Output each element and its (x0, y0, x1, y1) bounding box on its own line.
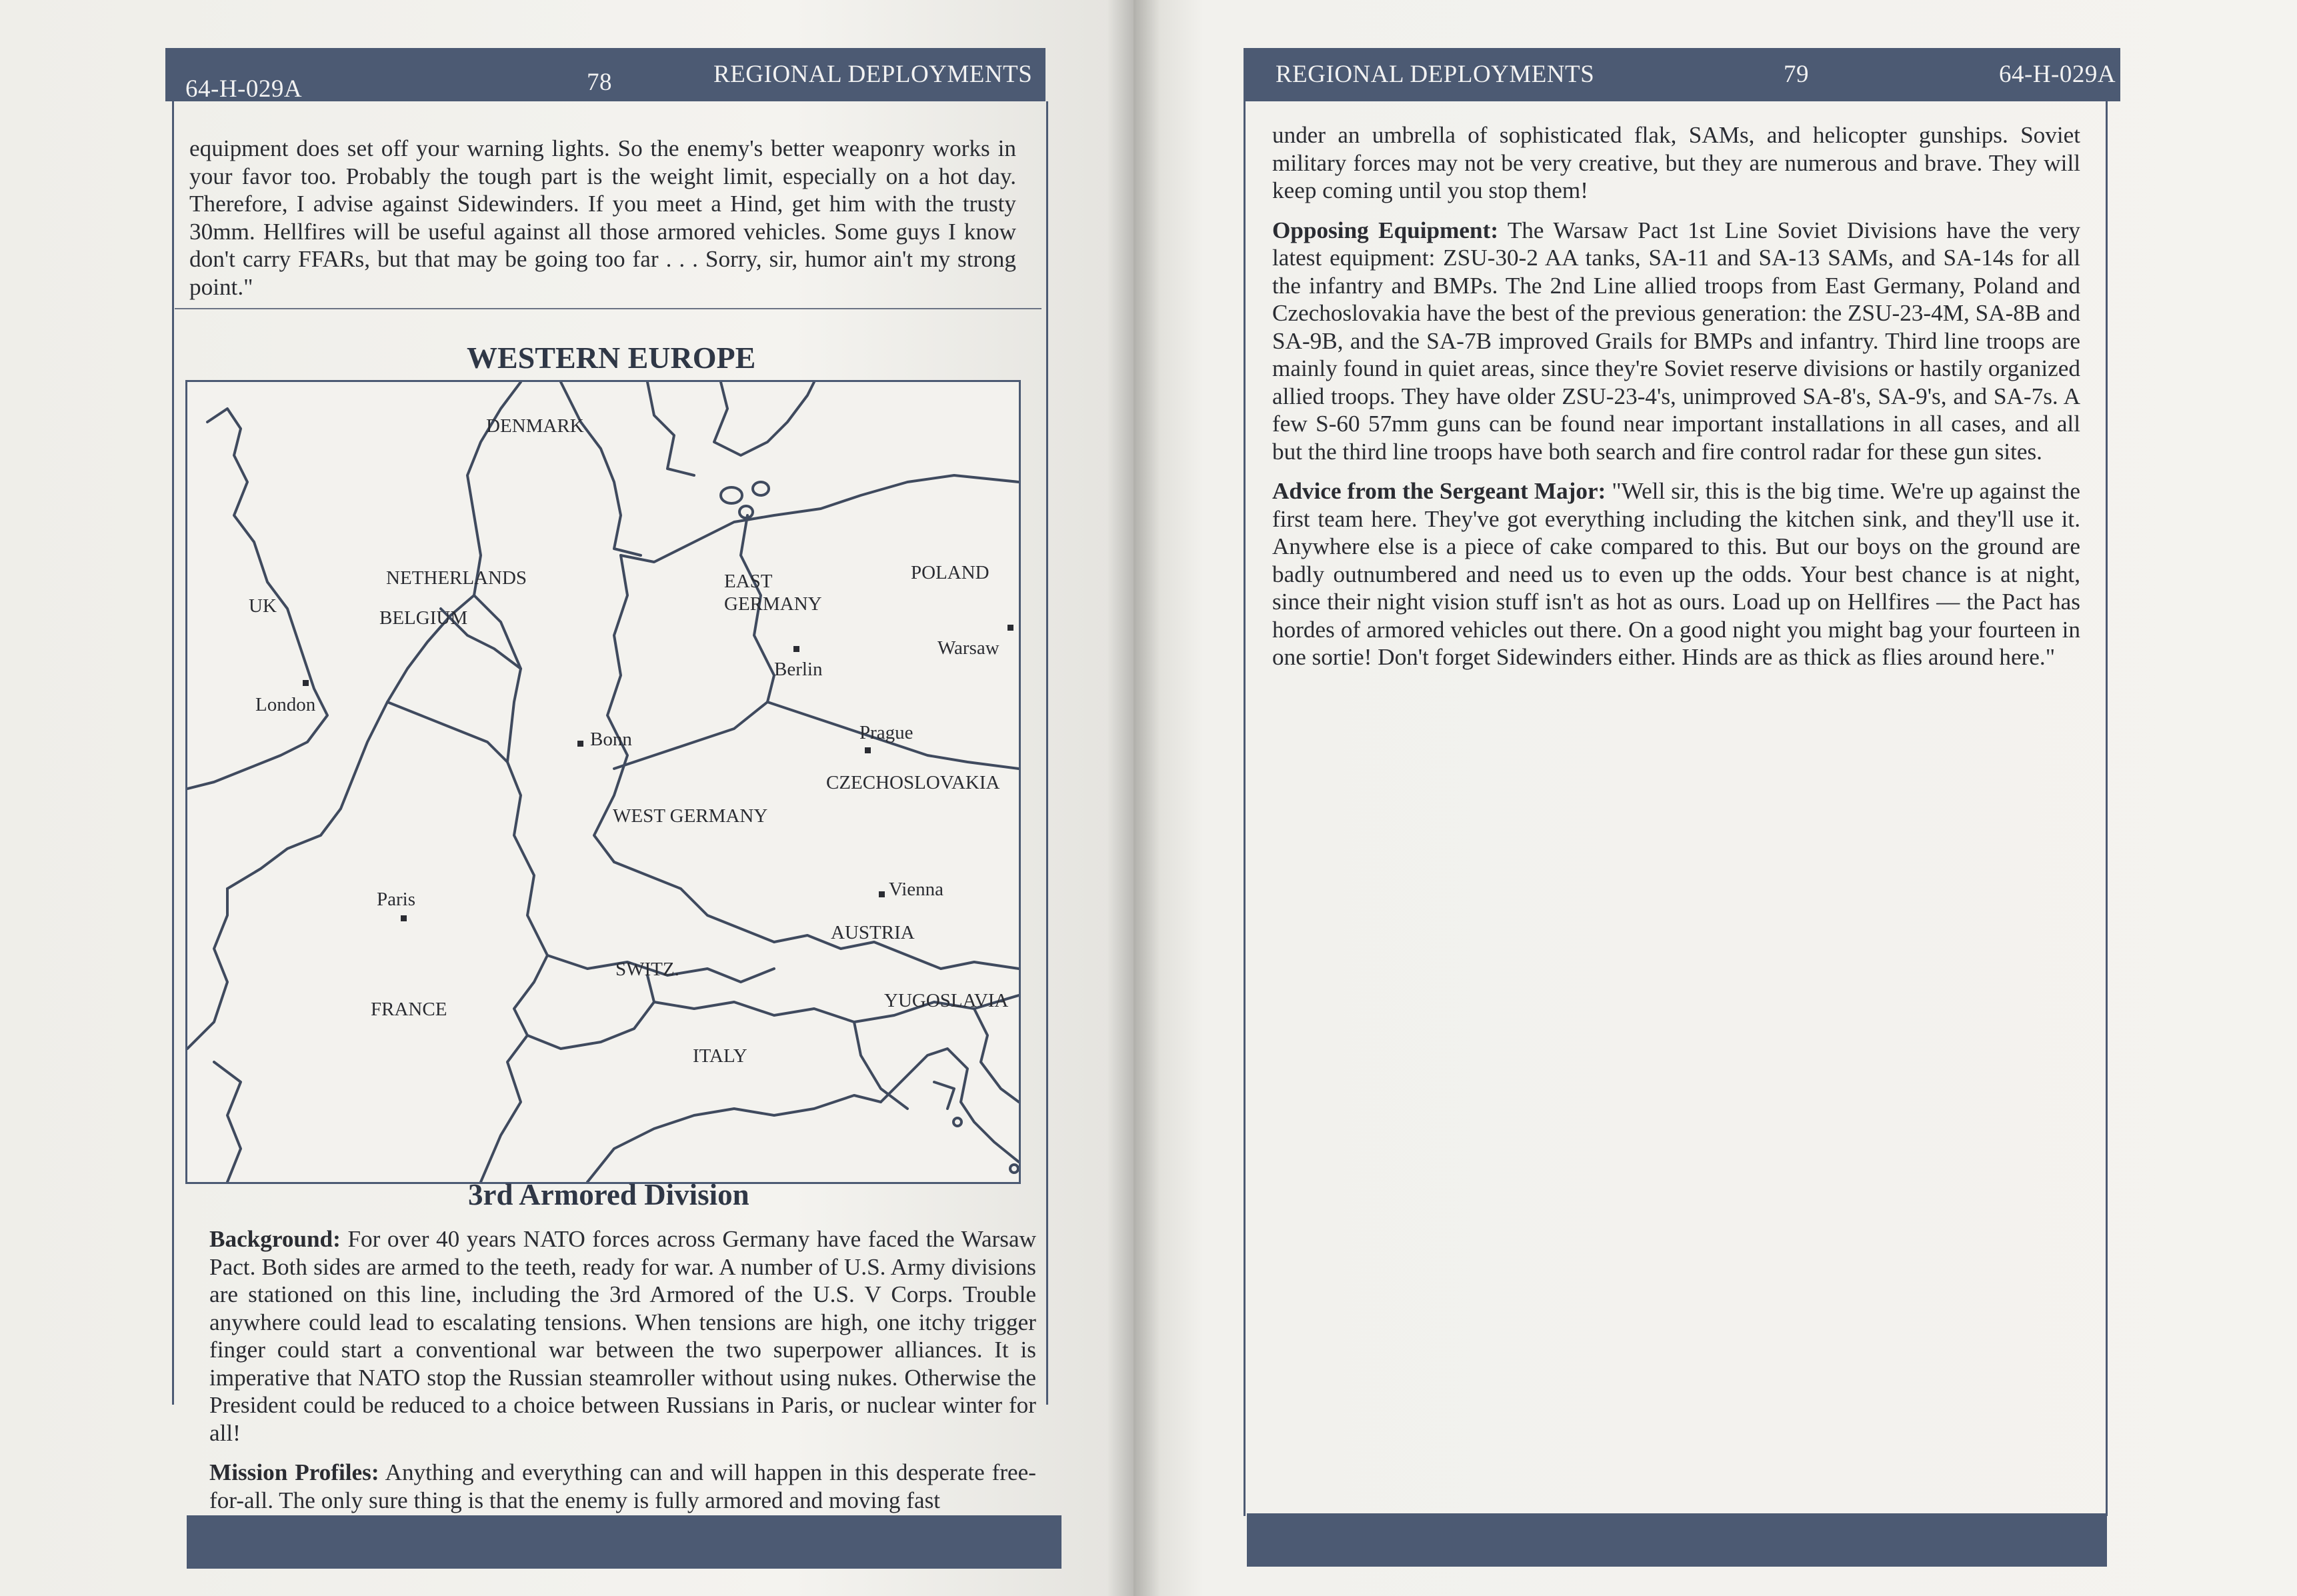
label-prague: Prague (859, 722, 913, 743)
right-page (1133, 0, 2297, 1596)
right-body-text (1272, 121, 2080, 683)
italy-coast (587, 1095, 881, 1182)
advice-text: "Well sir, this is the big time. We're up against the first team here. They've got everything including the kitchen sink, and they'll use it. Anywhere else is a piece of cake compared to this. But our boys on the ground are badly outnumbered and need us to even up the odds. Your best chance is at night, since their night vision stuff isn't as hot as ours. Load up on Hellfires — the Pact has hordes of armored vehicles out there. On a good night you might bag your fourteen in one sortie! Don't forget Sidewinders either. Hinds are as thick as flies around here." (1272, 478, 2081, 670)
background-text: For over 40 years NATO forces across Germany have faced the Warsaw Pact. Both sides are armed to the teeth, ready for war. A number of U.S. Army divisions are stationed on this line, including the 3rd Armored of the U.S. V Corps. Trouble anywhere could lead to escalating tensions. When tensions are high, one itchy trigger finger could start a conventional war between the two superpower alliances. It is imperative that NATO stop the Russian steamroller without using nukes. Otherwise the President could be reduced to a choice between Russians in Paris, or nuclear winter for all! (209, 1226, 1036, 1446)
label-italy: ITALY (693, 1045, 747, 1067)
left-section-title: REGIONAL DEPLOYMENTS (713, 61, 1033, 88)
island-2 (753, 482, 769, 495)
left-doc-code: 64-H-029A (185, 75, 303, 103)
city-marker-prague (865, 747, 871, 753)
continental-coast (227, 382, 521, 889)
france-italy-border (481, 1035, 527, 1182)
adriatic-island (953, 1118, 961, 1126)
italy-yugoslavia-border (854, 1022, 907, 1109)
label-west-germany: WEST GERMANY (613, 805, 768, 827)
left-page (0, 0, 1133, 1596)
city-marker-bonn (577, 741, 583, 747)
equipment-paragraph (1272, 217, 2080, 466)
city-marker-vienna (879, 891, 885, 897)
island-1 (721, 487, 742, 503)
french-south-coast (214, 1062, 241, 1182)
label-bonn: Bonn (590, 729, 632, 750)
label-switz: SWITZ. (615, 959, 679, 980)
background-paragraph (209, 1225, 1036, 1447)
label-berlin: Berlin (774, 659, 823, 680)
western-europe-map (185, 380, 1021, 1184)
label-east-germany: EAST GERMANY (724, 571, 822, 615)
istria (934, 1082, 954, 1109)
label-netherlands: NETHERLANDS (386, 567, 527, 589)
left-intro-text: equipment does set off your warning lights. So the enemy's better weaponry works in your favor too. Probably the tough part is the weight limit, especially on a hot day. Therefore, I advise against Sidewinders. If you meet a Hind, get him with the trusty 30mm. Hellfires will be useful against all those armored vehicles. Some guys I know don't carry FFARs, but that may be going too far . . . Sorry, sir, humor ain't my strong point." (189, 135, 1016, 300)
city-marker-warsaw (1007, 625, 1013, 631)
right-doc-code: 64-H-029A (1999, 61, 2116, 88)
mission-label: Mission Profiles: (209, 1459, 379, 1485)
label-yugoslavia: YUGOSLAVIA (884, 990, 1009, 1011)
left-page-header (165, 48, 1045, 101)
right-section-title: REGIONAL DEPLOYMENTS (1276, 61, 1595, 88)
left-page-number: 78 (587, 69, 612, 96)
city-marker-paris (401, 915, 407, 921)
denmark-coast (561, 382, 641, 555)
gdr-czech-border (614, 702, 767, 769)
right-page-footer (1247, 1513, 2107, 1567)
label-london: London (255, 694, 316, 715)
map-title: WESTERN EUROPE (467, 341, 756, 375)
right-page-number: 79 (1784, 61, 1809, 88)
right-page-header (1244, 48, 2120, 101)
advice-label: Advice from the Sergeant Major: (1272, 478, 1606, 504)
frg-france-border (507, 762, 547, 955)
be-fr-border (387, 702, 507, 762)
book-gutter (1107, 0, 1160, 1596)
division-title: 3rd Armored Division (468, 1178, 749, 1211)
label-warsaw: Warsaw (937, 637, 999, 659)
left-page-footer (187, 1515, 1061, 1569)
label-czechoslovakia: CZECHOSLOVAKIA (826, 772, 1000, 793)
label-poland: POLAND (911, 562, 989, 583)
right-intro-paragraph: under an umbrella of sophisticated flak, SAMs, and helicopter gunships. Soviet military forces may not be very creative, but they are numerous and brave. They will keep coming until you stop them! (1272, 122, 2080, 203)
french-atlantic-coast (187, 889, 227, 1049)
be-de-border (474, 595, 521, 762)
label-france: FRANCE (371, 999, 447, 1020)
label-vienna: Vienna (889, 879, 944, 900)
label-austria: AUSTRIA (831, 922, 915, 943)
sweden-coast (714, 382, 814, 455)
denmark-islands (647, 382, 694, 475)
frg-czech-border (614, 862, 774, 942)
mission-paragraph (209, 1459, 1036, 1514)
mission-text: Anything and everything can and will happen in this desperate free-for-all. The only sure thing is that the enemy is fully armored and moving fast (209, 1459, 1037, 1513)
label-denmark: DENMARK (486, 415, 584, 437)
equipment-label: Opposing Equipment: (1272, 217, 1499, 243)
equipment-text: The Warsaw Pact 1st Line Soviet Divisions have the very latest equipment: ZSU-30-2 AA tanks, SA-11 and SA-13 SAMs, and SA-14s for all the infantry and BMPs. The 2nd Line allied troops from East Germany, Poland and Czechoslovakia have the best of the previous generation: the ZSU-23-4M, SA-8B and SA-9B, and the SA-7B improved Grails for BMPs and infantry. Third line troops are mainly found in quiet areas, since they're Soviet reserve divisions or hastily organized allied troops. They have older ZSU-23-4's, unimproved SA-8's, SA-9's, and SA-7s. A few S-60 57mm guns can be found near important installations in all cases, and all but the third line troops have both search and fire control radar for these gun sites. (1272, 217, 2080, 465)
background-label: Background: (209, 1226, 341, 1252)
yugoslavia-border (974, 1009, 1019, 1102)
left-body-text (209, 1225, 1036, 1526)
left-divider (175, 308, 1041, 309)
label-paris: Paris (377, 889, 415, 910)
city-marker-berlin (793, 646, 799, 652)
baltic-coast (621, 475, 1019, 562)
label-belgium: BELGIUM (379, 607, 468, 629)
adriatic-island-2 (1010, 1165, 1018, 1173)
city-marker-london (303, 680, 309, 686)
advice-paragraph (1272, 477, 2080, 671)
label-uk: UK (249, 595, 277, 617)
